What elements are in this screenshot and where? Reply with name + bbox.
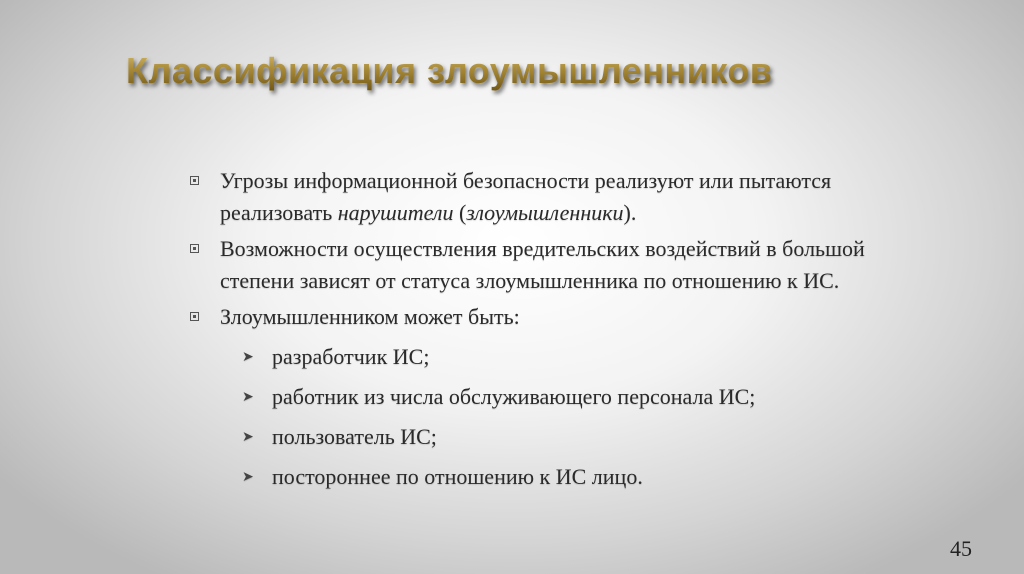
bullet-text: Злоумышленником может быть: <box>220 304 520 329</box>
bullet-text-part: Угрозы информационной безопасности реализуют или пытаются реализовать <box>220 168 832 225</box>
chevron-right-icon: ➤ <box>242 349 254 365</box>
bullet-text-part: ). <box>623 200 637 225</box>
bullet-item <box>188 165 908 229</box>
bullet-italic-term: нарушители <box>337 200 454 225</box>
sub-list-item <box>240 337 908 377</box>
chevron-right-icon: ➤ <box>242 389 254 405</box>
sub-item-text: пользователь ИС; <box>272 424 437 449</box>
bullet-text <box>220 168 831 225</box>
square-bullet-icon <box>190 244 199 253</box>
bullet-italic-term: злоумышленники <box>466 200 624 225</box>
sub-list-item <box>240 417 908 457</box>
bullet-text: Возможности осуществления вредительских воздействий в большой степени зависят от статуса злоумышленника по отношению к ИС. <box>220 236 865 293</box>
bullet-item <box>188 301 908 333</box>
chevron-right-icon: ➤ <box>242 469 254 485</box>
sub-list <box>188 337 908 497</box>
slide-content <box>188 165 908 497</box>
sub-item-text: постороннее по отношению к ИС лицо. <box>272 464 643 489</box>
sub-item-text: работник из числа обслуживающего персонала ИС; <box>272 384 756 409</box>
square-bullet-icon <box>190 176 199 185</box>
square-bullet-icon <box>190 312 199 321</box>
sub-list-item <box>240 377 908 417</box>
slide-title: Классификация злоумышленников <box>126 50 773 91</box>
sub-item-text: разработчик ИС; <box>272 344 430 369</box>
bullet-item <box>188 233 908 297</box>
page-number: 45 <box>950 536 972 561</box>
bullet-text-part: ( <box>453 200 467 225</box>
sub-list-item <box>240 457 908 497</box>
chevron-right-icon: ➤ <box>242 429 254 445</box>
